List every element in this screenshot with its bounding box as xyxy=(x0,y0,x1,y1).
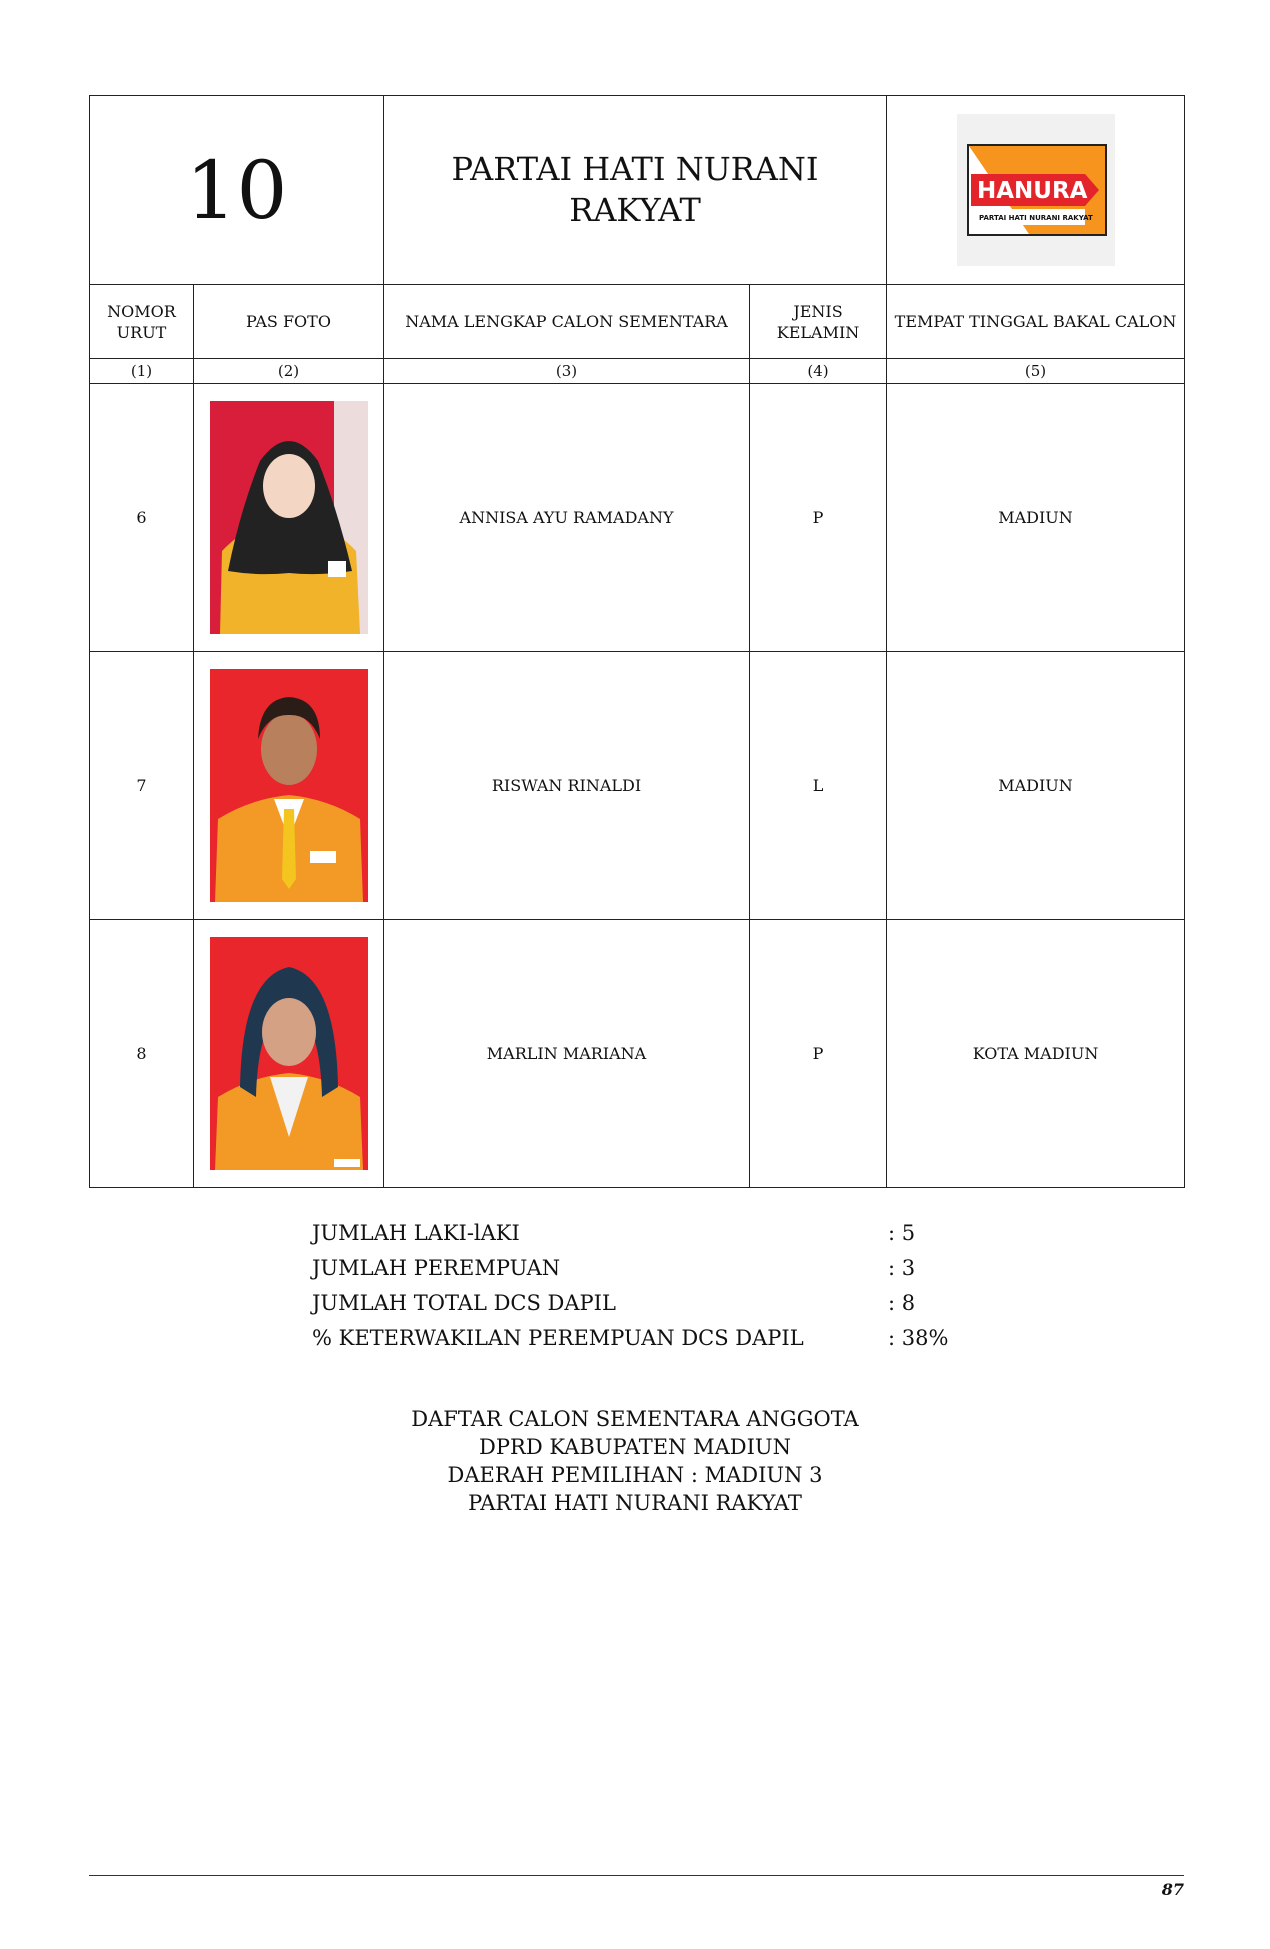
column-number: (1) xyxy=(90,359,194,384)
column-header-row xyxy=(90,285,1185,359)
summary-value: : 3 xyxy=(888,1256,916,1280)
candidate-residence: KOTA MADIUN xyxy=(887,920,1185,1188)
party-header-row xyxy=(90,96,1185,285)
candidate-photo xyxy=(210,669,368,902)
candidate-gender: P xyxy=(750,920,887,1188)
candidate-number: 7 xyxy=(90,652,194,920)
column-header: JENIS KELAMIN xyxy=(750,285,887,359)
party-number: 10 xyxy=(90,96,384,285)
candidate-photo-cell xyxy=(194,384,384,652)
candidate-residence: MADIUN xyxy=(887,652,1185,920)
caption-line: PARTAI HATI NURANI RAKYAT xyxy=(468,1491,802,1515)
party-name: PARTAI HATI NURANI RAKYAT xyxy=(384,96,887,285)
candidate-name: RISWAN RINALDI xyxy=(384,652,750,920)
candidate-table xyxy=(89,95,1185,1188)
logo-subtext: PARTAI HATI NURANI RAKYAT xyxy=(978,214,1093,222)
column-number-row xyxy=(90,359,1185,384)
summary-value: : 5 xyxy=(888,1221,916,1245)
table-row xyxy=(90,920,1185,1188)
column-header: NOMOR URUT xyxy=(90,285,194,359)
column-number: (2) xyxy=(194,359,384,384)
column-number: (3) xyxy=(384,359,750,384)
summary-value: : 38% xyxy=(888,1326,949,1350)
caption-line: DAFTAR CALON SEMENTARA ANGGOTA xyxy=(411,1407,859,1431)
candidate-gender: L xyxy=(750,652,887,920)
column-number: (5) xyxy=(887,359,1185,384)
candidate-gender: P xyxy=(750,384,887,652)
page-number: 87 xyxy=(1161,1880,1184,1899)
summary-label: JUMLAH PEREMPUAN xyxy=(312,1256,561,1280)
summary-value: : 8 xyxy=(888,1291,916,1315)
summary-label: JUMLAH TOTAL DCS DAPIL xyxy=(312,1291,616,1315)
caption-line: DPRD KABUPATEN MADIUN xyxy=(479,1435,791,1459)
candidate-photo-cell xyxy=(194,652,384,920)
party-logo-cell xyxy=(887,96,1185,285)
table-row xyxy=(90,384,1185,652)
candidate-residence: MADIUN xyxy=(887,384,1185,652)
candidate-name: MARLIN MARIANA xyxy=(384,920,750,1188)
candidate-name: ANNISA AYU RAMADANY xyxy=(384,384,750,652)
column-header: PAS FOTO xyxy=(194,285,384,359)
logo-text: HANURA xyxy=(976,178,1088,204)
party-logo xyxy=(957,114,1115,266)
table-row xyxy=(90,652,1185,920)
footer-divider xyxy=(89,1875,1184,1876)
candidate-number: 8 xyxy=(90,920,194,1188)
column-header: TEMPAT TINGGAL BAKAL CALON xyxy=(887,285,1185,359)
summary-label: % KETERWAKILAN PEREMPUAN DCS DAPIL xyxy=(312,1326,804,1350)
candidate-photo xyxy=(210,937,368,1170)
caption-line: DAERAH PEMILIHAN : MADIUN 3 xyxy=(447,1463,823,1487)
column-header: NAMA LENGKAP CALON SEMENTARA xyxy=(384,285,750,359)
candidate-photo-cell xyxy=(194,920,384,1188)
summary-label: JUMLAH LAKI-lAKI xyxy=(312,1221,520,1245)
hanura-logo-icon xyxy=(969,146,1105,234)
column-number: (4) xyxy=(750,359,887,384)
candidate-number: 6 xyxy=(90,384,194,652)
candidate-photo xyxy=(210,401,368,634)
document-caption xyxy=(0,1405,1270,1517)
